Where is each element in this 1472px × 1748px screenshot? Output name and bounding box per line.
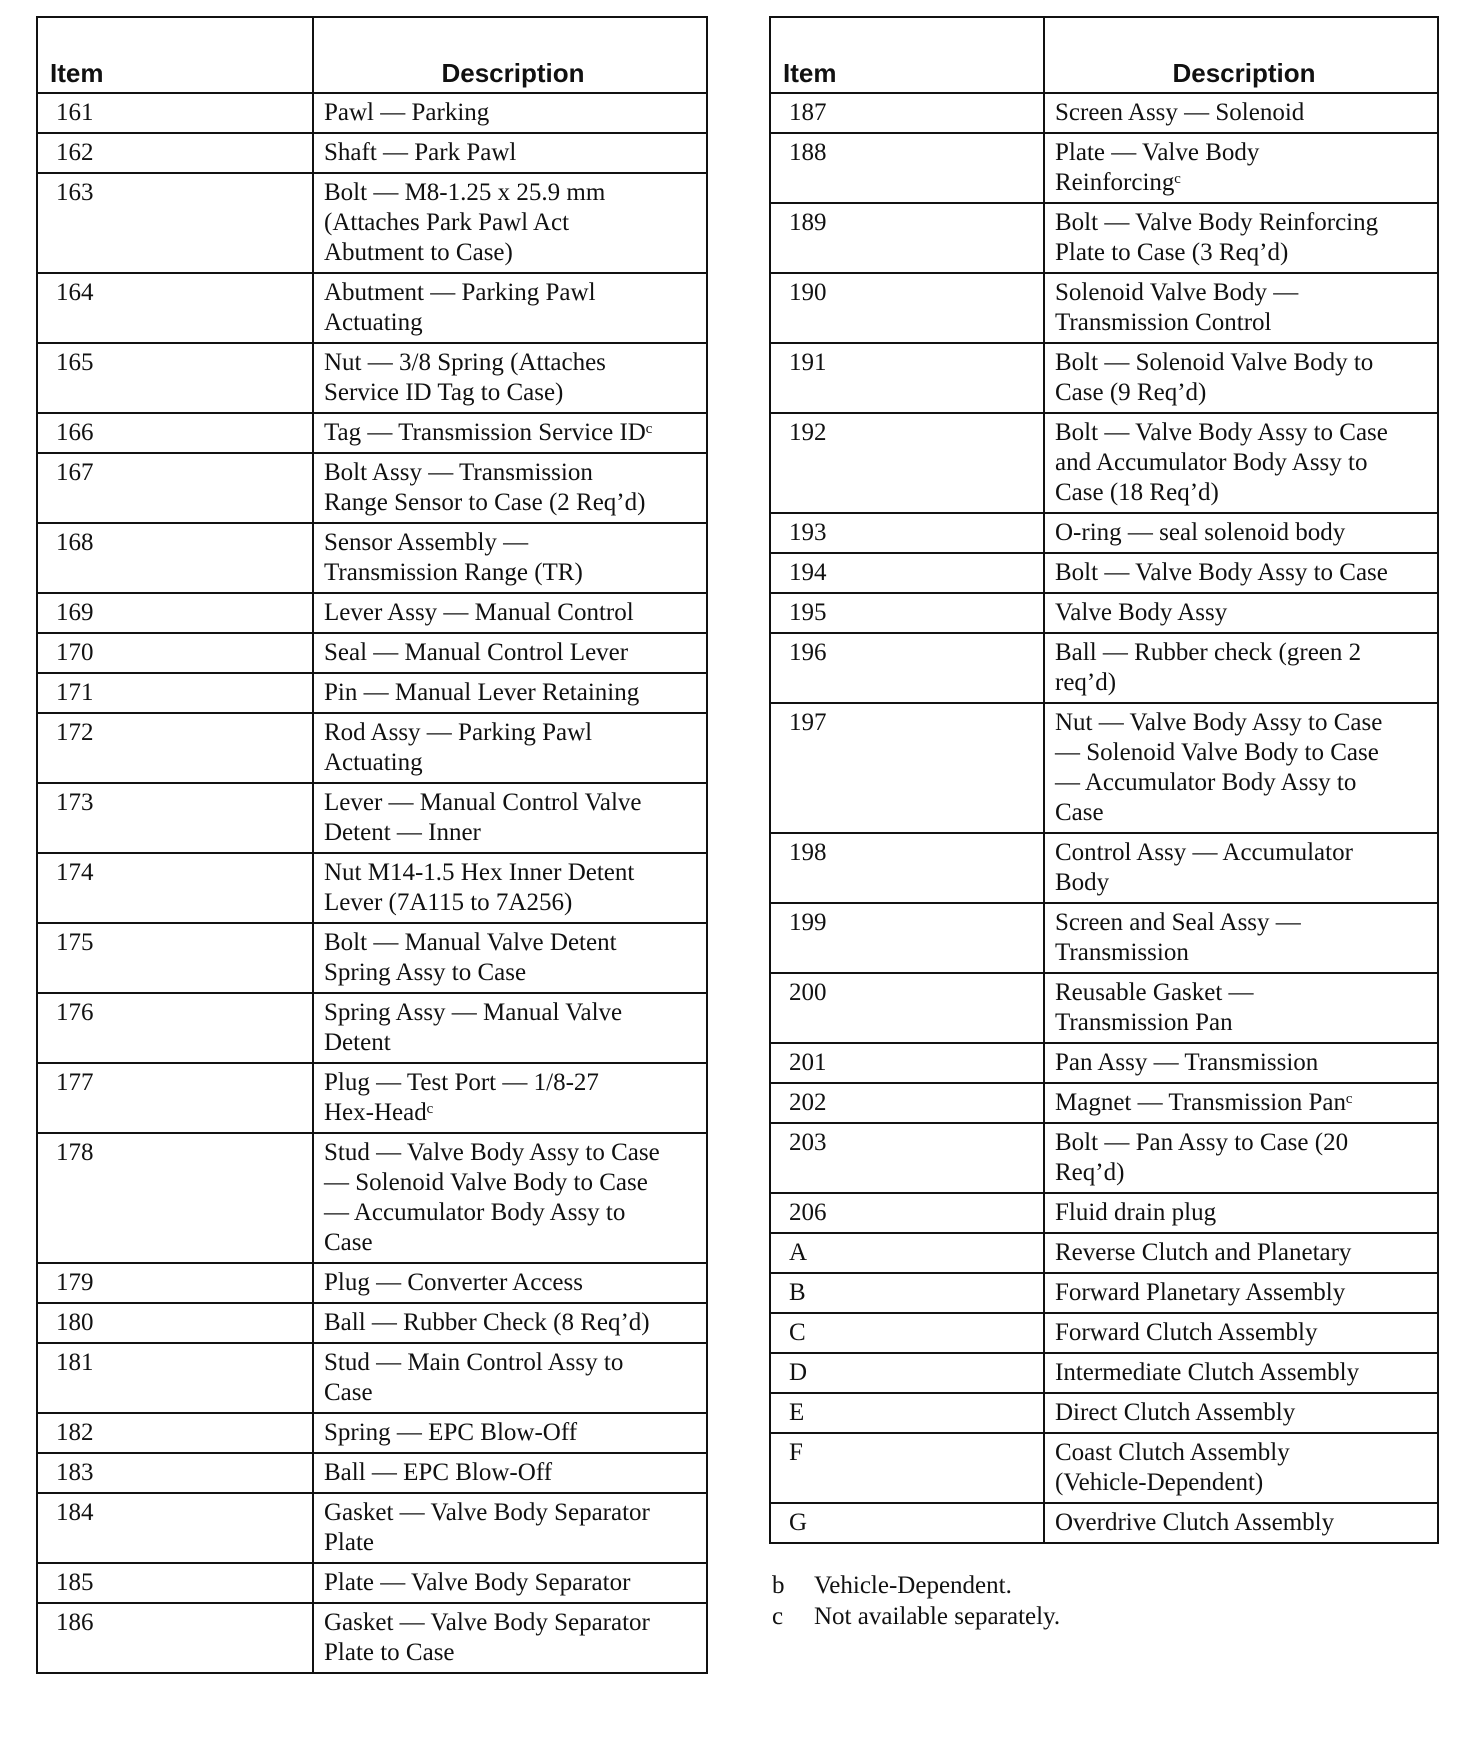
table-row	[37, 783, 707, 853]
item-column-header: Item	[770, 17, 1044, 93]
item-number: 161	[37, 93, 313, 133]
table-row	[770, 1393, 1438, 1433]
item-number: 168	[37, 523, 313, 593]
item-description: Overdrive Clutch Assembly	[1044, 1503, 1438, 1543]
table-row	[770, 1193, 1438, 1233]
item-number: 197	[770, 703, 1044, 833]
item-description: Bolt — Pan Assy to Case (20 Req’d)	[1044, 1123, 1438, 1193]
item-description: Screen Assy — Solenoid	[1044, 93, 1438, 133]
item-description: Spring — EPC Blow-Off	[313, 1413, 707, 1453]
item-number: 202	[770, 1083, 1044, 1123]
table-row	[37, 1563, 707, 1603]
item-number: D	[770, 1353, 1044, 1393]
item-description: Plug — Test Port — 1/8-27 Hex-Headᶜ	[313, 1063, 707, 1133]
table-row	[770, 513, 1438, 553]
table-row	[770, 1233, 1438, 1273]
table-row	[37, 593, 707, 633]
table-row	[37, 1063, 707, 1133]
table-row	[37, 853, 707, 923]
table-row	[37, 173, 707, 273]
item-description: Lever Assy — Manual Control	[313, 593, 707, 633]
table-row	[37, 923, 707, 993]
item-description: Bolt Assy — Transmission Range Sensor to Case (2 Req’d)	[313, 453, 707, 523]
item-number: 181	[37, 1343, 313, 1413]
table-row	[770, 903, 1438, 973]
item-number: 184	[37, 1493, 313, 1563]
table-row	[770, 343, 1438, 413]
footnote-mark: c	[772, 1603, 784, 1630]
item-description: Plate — Valve Body Reinforcingᶜ	[1044, 133, 1438, 203]
item-description: Direct Clutch Assembly	[1044, 1393, 1438, 1433]
table-row	[37, 673, 707, 713]
item-number: 176	[37, 993, 313, 1063]
item-number: 182	[37, 1413, 313, 1453]
table-row	[37, 453, 707, 523]
item-description: Control Assy — Accumulator Body	[1044, 833, 1438, 903]
item-number: 193	[770, 513, 1044, 553]
item-number: 198	[770, 833, 1044, 903]
item-number: 166	[37, 413, 313, 453]
table-row	[770, 1353, 1438, 1393]
parts-table-left	[36, 16, 708, 1674]
item-description: Ball — Rubber check (green 2 req’d)	[1044, 633, 1438, 703]
table-row	[770, 593, 1438, 633]
table-row	[770, 1503, 1438, 1543]
item-number: C	[770, 1313, 1044, 1353]
table-row	[37, 1263, 707, 1303]
item-description: Valve Body Assy	[1044, 593, 1438, 633]
table-row	[37, 93, 707, 133]
table-row	[37, 1453, 707, 1493]
item-description: Gasket — Valve Body Separator Plate to Case	[313, 1603, 707, 1673]
item-number: 203	[770, 1123, 1044, 1193]
item-number: 164	[37, 273, 313, 343]
table-row	[37, 343, 707, 413]
table-row	[770, 1043, 1438, 1083]
item-number: 180	[37, 1303, 313, 1343]
table-row	[37, 133, 707, 173]
item-description: Stud — Valve Body Assy to Case — Solenoid Valve Body to Case — Accumulator Body Assy to Case	[313, 1133, 707, 1263]
table-row	[37, 713, 707, 783]
item-description: Screen and Seal Assy — Transmission	[1044, 903, 1438, 973]
item-number: 189	[770, 203, 1044, 273]
item-description: Abutment — Parking Pawl Actuating	[313, 273, 707, 343]
item-description: Nut — 3/8 Spring (Attaches Service ID Tag to Case)	[313, 343, 707, 413]
item-number: 162	[37, 133, 313, 173]
item-description: Solenoid Valve Body — Transmission Control	[1044, 273, 1438, 343]
item-description: Reusable Gasket — Transmission Pan	[1044, 973, 1438, 1043]
item-description: Pin — Manual Lever Retaining	[313, 673, 707, 713]
table-row	[770, 93, 1438, 133]
item-description: Bolt — M8-1.25 x 25.9 mm (Attaches Park Pawl Act Abutment to Case)	[313, 173, 707, 273]
table-body	[770, 93, 1438, 1543]
item-description: Reverse Clutch and Planetary	[1044, 1233, 1438, 1273]
item-number: 177	[37, 1063, 313, 1133]
footnote-mark: b	[772, 1572, 785, 1599]
footnotes	[772, 1570, 1452, 1632]
table-row	[37, 1603, 707, 1673]
table-row	[37, 633, 707, 673]
table-row	[37, 1493, 707, 1563]
item-description: O-ring — seal solenoid body	[1044, 513, 1438, 553]
item-number: 199	[770, 903, 1044, 973]
table-row	[770, 553, 1438, 593]
item-description: Plate — Valve Body Separator	[313, 1563, 707, 1603]
item-description: Lever — Manual Control Valve Detent — Inner	[313, 783, 707, 853]
item-number: 163	[37, 173, 313, 273]
table-row	[37, 523, 707, 593]
item-description: Coast Clutch Assembly (Vehicle-Dependent)	[1044, 1433, 1438, 1503]
table-row	[37, 1303, 707, 1343]
item-description: Rod Assy — Parking Pawl Actuating	[313, 713, 707, 783]
item-number: B	[770, 1273, 1044, 1313]
table-row	[37, 273, 707, 343]
item-description: Spring Assy — Manual Valve Detent	[313, 993, 707, 1063]
footnote-text: Vehicle-Dependent.	[814, 1572, 1012, 1599]
item-description: Forward Planetary Assembly	[1044, 1273, 1438, 1313]
item-number: 206	[770, 1193, 1044, 1233]
item-number: 183	[37, 1453, 313, 1493]
table-body	[37, 93, 707, 1673]
item-number: 171	[37, 673, 313, 713]
item-description: Forward Clutch Assembly	[1044, 1313, 1438, 1353]
item-description: Pan Assy — Transmission	[1044, 1043, 1438, 1083]
table-row	[37, 1343, 707, 1413]
table-row	[770, 1313, 1438, 1353]
item-number: 191	[770, 343, 1044, 413]
item-number: 178	[37, 1133, 313, 1263]
footnote-b	[772, 1570, 1452, 1601]
table-row	[770, 1083, 1438, 1123]
item-number: 190	[770, 273, 1044, 343]
item-number: 195	[770, 593, 1044, 633]
item-number: 186	[37, 1603, 313, 1673]
item-description: Bolt — Valve Body Assy to Case	[1044, 553, 1438, 593]
table-row	[37, 1413, 707, 1453]
item-description: Shaft — Park Pawl	[313, 133, 707, 173]
item-number: A	[770, 1233, 1044, 1273]
table-row	[770, 413, 1438, 513]
item-description: Sensor Assembly — Transmission Range (TR)	[313, 523, 707, 593]
item-description: Nut — Valve Body Assy to Case — Solenoid Valve Body to Case — Accumulator Body Assy to Case	[1044, 703, 1438, 833]
table-row	[770, 833, 1438, 903]
table-row	[37, 993, 707, 1063]
item-number: 175	[37, 923, 313, 993]
item-number: 167	[37, 453, 313, 523]
description-column-header: Description	[313, 17, 707, 93]
item-description: Ball — EPC Blow-Off	[313, 1453, 707, 1493]
item-number: E	[770, 1393, 1044, 1433]
item-number: 172	[37, 713, 313, 783]
item-number: 187	[770, 93, 1044, 133]
item-description: Pawl — Parking	[313, 93, 707, 133]
item-description: Tag — Transmission Service IDᶜ	[313, 413, 707, 453]
footnote-c	[772, 1601, 1452, 1632]
item-description: Nut M14-1.5 Hex Inner Detent Lever (7A115 to 7A256)	[313, 853, 707, 923]
footnote-text: Not available separately.	[814, 1603, 1061, 1630]
item-description: Stud — Main Control Assy to Case	[313, 1343, 707, 1413]
item-description: Ball — Rubber Check (8 Req’d)	[313, 1303, 707, 1343]
item-description: Bolt — Valve Body Reinforcing Plate to Case (3 Req’d)	[1044, 203, 1438, 273]
table-header-row	[37, 17, 707, 93]
item-number: 192	[770, 413, 1044, 513]
table-row	[770, 973, 1438, 1043]
item-description: Plug — Converter Access	[313, 1263, 707, 1303]
item-number: 201	[770, 1043, 1044, 1083]
item-description: Intermediate Clutch Assembly	[1044, 1353, 1438, 1393]
item-description: Magnet — Transmission Panᶜ	[1044, 1083, 1438, 1123]
item-number: 170	[37, 633, 313, 673]
item-number: 169	[37, 593, 313, 633]
item-number: 173	[37, 783, 313, 853]
item-number: 174	[37, 853, 313, 923]
parts-table-right	[769, 16, 1439, 1544]
table-row	[770, 133, 1438, 203]
item-number: 185	[37, 1563, 313, 1603]
table-header-row	[770, 17, 1438, 93]
table-row	[770, 1273, 1438, 1313]
table-row	[770, 703, 1438, 833]
table-row	[770, 273, 1438, 343]
item-number: 179	[37, 1263, 313, 1303]
item-number: 165	[37, 343, 313, 413]
item-description: Fluid drain plug	[1044, 1193, 1438, 1233]
item-column-header: Item	[37, 17, 313, 93]
item-number: 194	[770, 553, 1044, 593]
item-description: Bolt — Solenoid Valve Body to Case (9 Req’d)	[1044, 343, 1438, 413]
item-number: G	[770, 1503, 1044, 1543]
table-row	[770, 633, 1438, 703]
item-number: 196	[770, 633, 1044, 703]
item-description: Bolt — Valve Body Assy to Case and Accumulator Body Assy to Case (18 Req’d)	[1044, 413, 1438, 513]
table-row	[37, 1133, 707, 1263]
item-number: F	[770, 1433, 1044, 1503]
table-row	[770, 1123, 1438, 1193]
table-row	[37, 413, 707, 453]
description-column-header: Description	[1044, 17, 1438, 93]
item-number: 188	[770, 133, 1044, 203]
item-description: Gasket — Valve Body Separator Plate	[313, 1493, 707, 1563]
table-row	[770, 203, 1438, 273]
item-description: Seal — Manual Control Lever	[313, 633, 707, 673]
table-row	[770, 1433, 1438, 1503]
item-number: 200	[770, 973, 1044, 1043]
item-description: Bolt — Manual Valve Detent Spring Assy to Case	[313, 923, 707, 993]
